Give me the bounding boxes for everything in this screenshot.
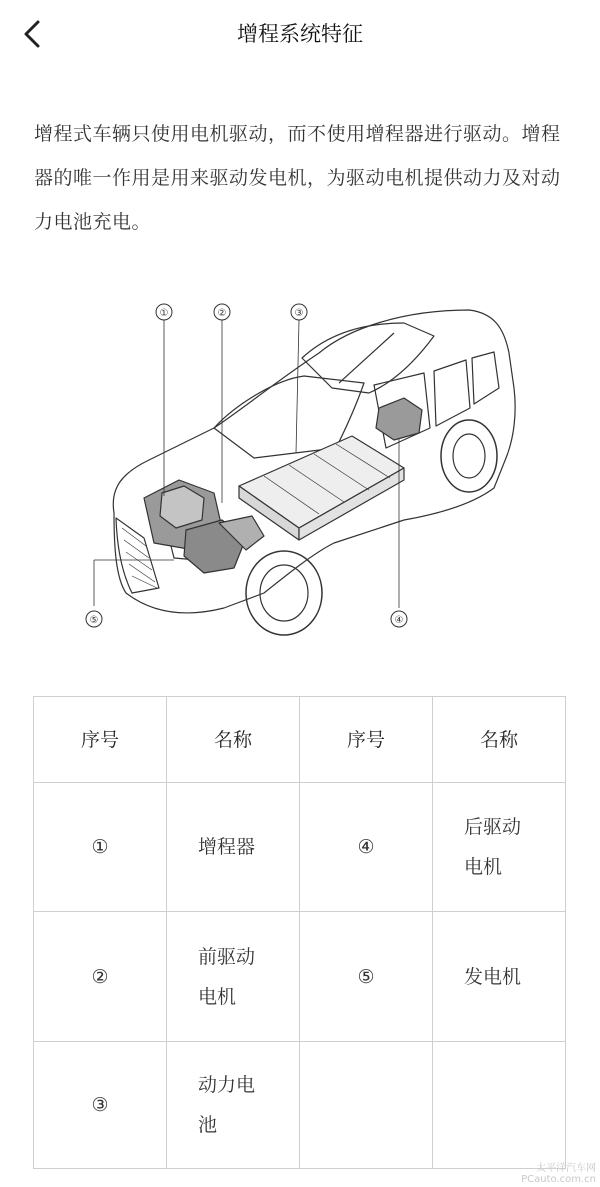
header-cell: 名称 xyxy=(479,728,518,751)
table-row xyxy=(34,912,565,1042)
callout-3: ③ xyxy=(294,308,304,319)
table-cell-name xyxy=(433,912,565,1041)
callout-2: ② xyxy=(217,308,227,319)
nav-bar xyxy=(0,0,600,70)
table-header-row xyxy=(34,697,565,783)
table-cell-name xyxy=(433,783,565,911)
cell-text: 发电机 xyxy=(464,965,522,988)
table-cell-number: ④ xyxy=(300,783,433,911)
table-row xyxy=(34,1042,565,1168)
table-cell-name xyxy=(167,912,300,1041)
header-cell: 序号 xyxy=(300,697,433,782)
watermark-line-2: PCauto.com.cn xyxy=(521,1174,596,1185)
watermark xyxy=(521,1163,596,1185)
table-cell-name xyxy=(167,783,300,911)
table-cell-name xyxy=(433,1042,565,1168)
callout-5: ⑤ xyxy=(89,615,99,626)
cell-text: 增程器 xyxy=(198,836,256,858)
table-cell-number xyxy=(300,1042,433,1168)
table-row xyxy=(34,783,565,912)
cell-text: 前驱动电机 xyxy=(198,945,256,1008)
cell-text: 后驱动电机 xyxy=(464,816,522,878)
table-cell-number: ② xyxy=(34,912,167,1041)
page-title: 增程系统特征 xyxy=(237,22,363,46)
table-cell-number: ③ xyxy=(34,1042,167,1168)
car-diagram xyxy=(74,288,534,643)
cell-text: 动力电池 xyxy=(198,1074,256,1136)
table-cell-number: ⑤ xyxy=(300,912,433,1041)
intro-paragraph: 增程式车辆只使用电机驱动，而不使用增程器进行驱动。增程器的唯一作用是用来驱动发电机，为驱动电机提供动力及对动力电池充电。 xyxy=(34,123,561,233)
header-cell: 名称 xyxy=(167,697,300,782)
table-cell-number: ① xyxy=(34,783,167,911)
watermark-line-1: 太平洋汽车网 xyxy=(536,1163,596,1174)
parts-table xyxy=(33,696,566,1169)
header-cell: 序号 xyxy=(34,697,167,782)
table-cell-name xyxy=(167,1042,300,1168)
callout-4: ④ xyxy=(394,615,404,626)
callout-1: ① xyxy=(159,308,169,319)
car-illustration xyxy=(74,288,534,643)
